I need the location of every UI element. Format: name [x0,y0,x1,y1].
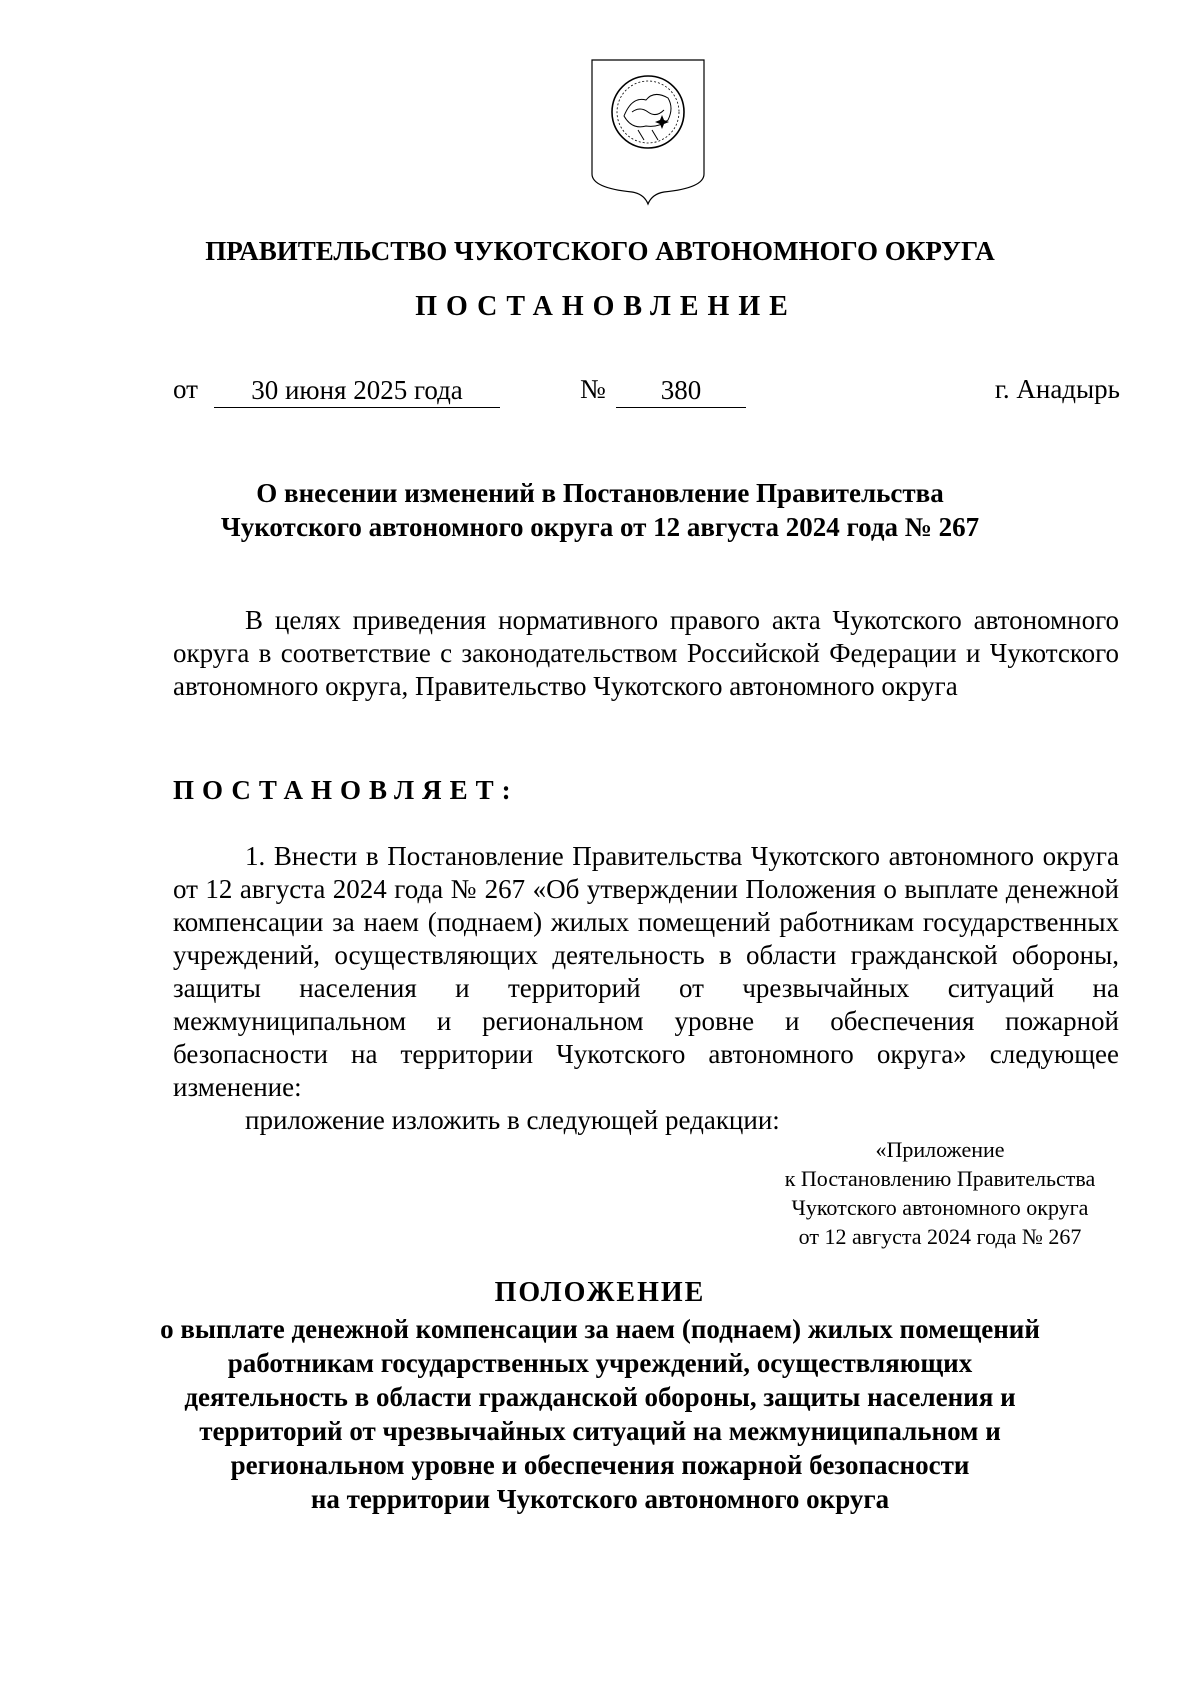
document-date: 30 июня 2025 года [214,374,500,408]
intro-paragraph [173,604,1119,703]
subject-line: О внесении изменений в Постановление Правительства [256,478,944,508]
item-1-subparagraph: приложение изложить в следующей редакции: [245,1105,780,1135]
document-subject [0,476,1200,544]
regulation-subtitle [150,1312,1050,1516]
resolves-heading: ПОСТАНОВЛЯЕТ: [173,775,519,805]
document-number: 380 [616,374,746,408]
coat-of-arms-icon [588,56,708,206]
regulation-subtitle-line: деятельность в области гражданской обороны, защиты населения и [184,1382,1016,1412]
appendix-line: от 12 августа 2024 года № 267 [798,1224,1082,1249]
item-1-text: 1. Внести в Постановление Правительства Чукотского автономного округа от 12 августа 2024 года № 267 «Об утверждении Положения о выплате денежной компенсации за наем (поднаем) жилых помещений работникам государственных учреждений, осуществляющих деятельность в области гражданской обороны, защиты населения и территорий от чрезвычайных ситуаций на межмуниципальном и региональном уровне и обеспечения пожарной безопасности на территории Чукотского автономного округа» следующее изменение: [173,841,1119,1102]
appendix-line: «Приложение [875,1137,1005,1162]
regulation-title: ПОЛОЖЕНИЕ [494,1277,706,1308]
regulation-subtitle-line: на территории Чукотского автономного округа [310,1484,890,1514]
item-1-paragraph [173,840,1119,1104]
number-sign: № [580,374,606,404]
document-type: ПОСТАНОВЛЕНИЕ [415,291,797,322]
subject-line: Чукотского автономного округа от 12 августа 2024 года № 267 [220,512,980,542]
appendix-note [760,1135,1120,1251]
document-city: г. Анадырь [994,374,1120,404]
regulation-subtitle-line: о выплате денежной компенсации за наем (поднаем) жилых помещений [160,1314,1040,1344]
government-title: ПРАВИТЕЛЬСТВО ЧУКОТСКОГО АВТОНОМНОГО ОКРУГА [205,236,995,266]
appendix-line: Чукотского автономного округа [791,1195,1089,1220]
regulation-subtitle-line: территорий от чрезвычайных ситуаций на межмуниципальном и [199,1416,1001,1446]
appendix-line: к Постановлению Правительства [784,1166,1096,1191]
date-prefix: от [173,374,198,404]
regulation-subtitle-line: региональном уровне и обеспечения пожарной безопасности [230,1450,970,1480]
regulation-subtitle-line: работникам государственных учреждений, осуществляющих [227,1348,973,1378]
intro-text: В целях приведения нормативного правого акта Чукотского автономного округа в соответствие с законодательством Российской Федерации и Чукотского автономного округа, Правительство Чукотского автономного округа [173,605,1119,701]
